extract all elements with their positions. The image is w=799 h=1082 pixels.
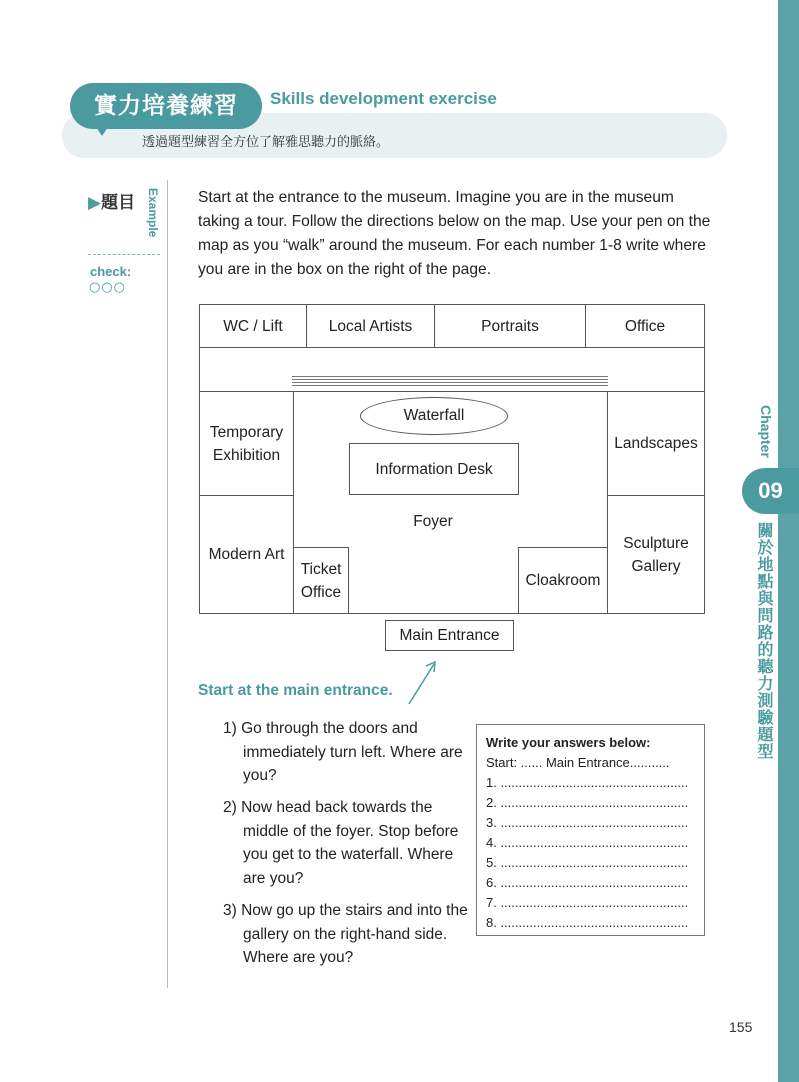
waterfall: Waterfall (360, 397, 508, 435)
arrow-up-icon (405, 658, 439, 708)
chapter-title: 關於地點與問路的聽力測驗題型 (755, 522, 774, 760)
answer-box (476, 724, 705, 936)
main-entrance: Main Entrance (385, 620, 514, 651)
information-desk: Information Desk (349, 443, 519, 495)
chapter-number: 09 (742, 468, 799, 514)
chapter-label: Chapter (758, 405, 774, 458)
museum-map (199, 304, 705, 614)
room-sculpture-gallery: Sculpture Gallery (607, 495, 705, 614)
column-divider (167, 180, 168, 988)
triangle-icon: ▶ (88, 193, 102, 213)
example-label-en: Example (146, 188, 160, 238)
answer-line-start[interactable]: Start: ...... Main Entrance........... (486, 755, 670, 770)
foyer-label: Foyer (413, 513, 453, 530)
room-cloakroom: Cloakroom (518, 547, 608, 614)
room-modern-art: Modern Art (199, 495, 294, 614)
answer-line-5[interactable]: 5. .................................................... (486, 855, 689, 870)
answer-line-6[interactable]: 6. .................................................... (486, 875, 689, 890)
question-1: 1) Go through the doors and immediately turn left. Where are you? (223, 720, 463, 784)
start-instruction: Start at the main entrance. (198, 682, 393, 699)
question-2: 2) Now head back towards the middle of the foyer. Stop before you get to the waterfall. Where are you? (223, 799, 459, 887)
answer-line-7[interactable]: 7. .................................................... (486, 895, 689, 910)
question-3: 3) Now go up the stairs and into the gallery on the right-hand side. Where are you? (223, 902, 468, 966)
room-wc-lift: WC / Lift (199, 304, 307, 348)
check-circles: ○○○ (89, 280, 127, 295)
intro-paragraph: Start at the entrance to the museum. Imagine you are in the museum taking a tour. Follow the directions below on the map. Use your pen on the map as you “walk” around the museum. For each number 1-8 write where you are in the box on the right of the page. (198, 189, 711, 278)
answer-line-4[interactable]: 4. .................................................... (486, 835, 689, 850)
room-landscapes: Landscapes (607, 391, 705, 496)
answer-box-title: Write your answers below: (486, 735, 651, 750)
room-ticket-office: Ticket Office (293, 547, 349, 614)
check-label: check: (90, 264, 132, 279)
room-local-artists: Local Artists (306, 304, 435, 348)
answer-line-1[interactable]: 1. .................................................... (486, 775, 689, 790)
example-label (88, 188, 135, 213)
answer-line-2[interactable]: 2. .................................................... (486, 795, 689, 810)
divider (88, 254, 160, 255)
room-temporary-exhibition: Temporary Exhibition (199, 391, 294, 496)
chapter-side-bar (778, 0, 799, 1082)
example-label-zh: 題目 (101, 193, 136, 213)
stairs (292, 376, 608, 388)
section-subtitle: 透過題型練習全方位了解雅思聽力的脈絡。 (142, 135, 390, 150)
room-office: Office (585, 304, 705, 348)
room-portraits: Portraits (434, 304, 586, 348)
page-number: 155 (729, 1019, 753, 1035)
section-title-english: Skills development exercise (270, 89, 497, 108)
answer-line-8[interactable]: 8. .................................................... (486, 915, 689, 930)
section-title-badge: 實力培養練習 (70, 83, 262, 129)
answer-line-3[interactable]: 3. .................................................... (486, 815, 689, 830)
